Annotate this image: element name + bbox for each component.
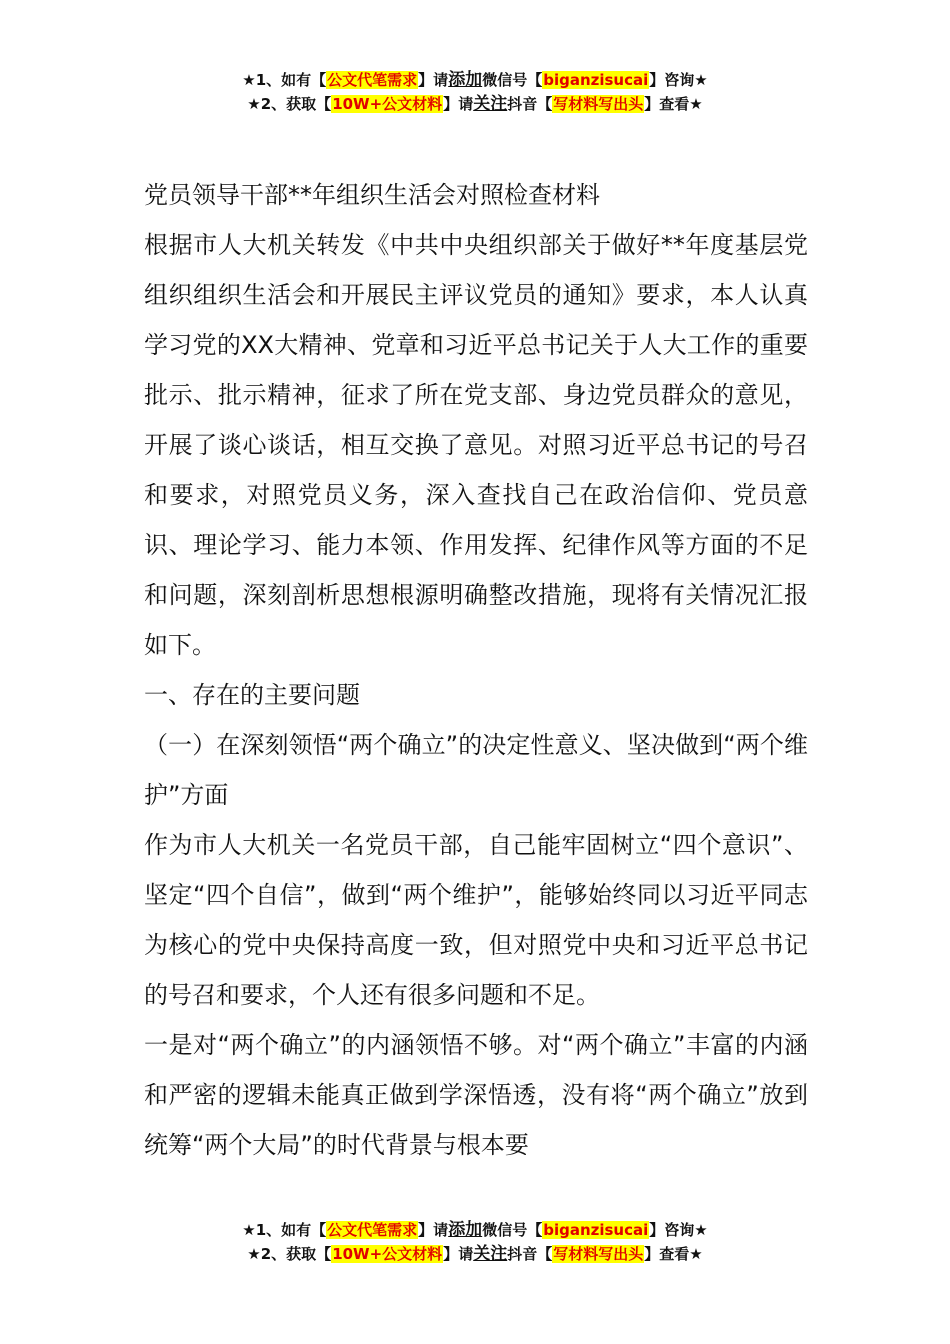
subsection-heading: （一）在深刻领悟“两个确立”的决定性意义、坚决做到“两个维护”方面 (144, 731, 808, 809)
promo-line-2 (0, 92, 950, 116)
promo-text: 】咨询★ (649, 1221, 708, 1239)
promo-emphasis: 关注 (473, 94, 508, 114)
promo-emphasis: 添加 (448, 1220, 483, 1240)
promo-text: 微信号【 (482, 71, 543, 89)
promo-text: 】请 (443, 1245, 474, 1263)
paragraph-intro: 根据市人大机关转发《中共中央组织部关于做好**年度基层党组织组织生活会和开展民主评议党员的通知》要求，本人认真学习党的XX大精神、党章和习近平总书记关于人大工作的重要批示、批示精神，征求了所在党支部、身边党员群众的意见，开展了谈心谈话，相互交换了意见。对照习近平总书记的号召和要求，对照党员义务，深入查找自己在政治信仰、党员意识、理论学习、能力本领、作用发挥、纪律作风等方面的不足和问题，深刻剖析思想根源明确整改措施，现将有关情况汇报如下。 (144, 231, 808, 659)
promo-highlight: 写材料写出头 (553, 1245, 644, 1263)
promo-text: 微信号【 (482, 1221, 543, 1239)
promo-text: 抖音【 (507, 95, 553, 113)
promo-text: 】请 (418, 71, 449, 89)
promo-text: ★2、获取【 (247, 1245, 332, 1263)
promo-text: ★2、获取【 (247, 95, 332, 113)
promo-emphasis: 添加 (448, 70, 483, 90)
promo-text: 】请 (443, 95, 474, 113)
promo-highlight: 10W+公文材料 (332, 1245, 443, 1263)
promo-text: 】请 (418, 1221, 449, 1239)
promo-highlight: biganzisucai (543, 71, 649, 89)
promo-highlight: biganzisucai (543, 1221, 649, 1239)
paragraph: 一是对“两个确立”的内涵领悟不够。对“两个确立”丰富的内涵和严密的逻辑未能真正做到学深悟透，没有将“两个确立”放到统筹“两个大局”的时代背景与根本要 (144, 1031, 808, 1159)
promo-highlight: 公文代笔需求 (327, 1221, 418, 1239)
promo-text: ★1、如有【 (242, 1221, 327, 1239)
promo-highlight: 写材料写出头 (553, 95, 644, 113)
paragraph: 作为市人大机关一名党员干部，自己能牢固树立“四个意识”、坚定“四个自信”，做到“两个维护”，能够始终同以习近平同志为核心的党中央保持高度一致，但对照党中央和习近平总书记的号召和要求，个人还有很多问题和不足。 (144, 831, 808, 1009)
document-body (144, 170, 808, 1170)
document-title: 党员领导干部**年组织生活会对照检查材料 (144, 181, 600, 209)
promo-banner-bottom (0, 1218, 950, 1266)
promo-line-1 (0, 1218, 950, 1242)
promo-text: ★1、如有【 (242, 71, 327, 89)
promo-highlight: 公文代笔需求 (327, 71, 418, 89)
promo-text: 】查看★ (644, 95, 703, 113)
promo-text: 抖音【 (507, 1245, 553, 1263)
promo-line-1 (0, 68, 950, 92)
promo-text: 】咨询★ (649, 71, 708, 89)
promo-line-2 (0, 1242, 950, 1266)
promo-text: 】查看★ (644, 1245, 703, 1263)
promo-emphasis: 关注 (473, 1244, 508, 1264)
promo-highlight: 10W+公文材料 (332, 95, 443, 113)
promo-banner-top (0, 68, 950, 116)
section-heading: 一、存在的主要问题 (144, 681, 360, 709)
